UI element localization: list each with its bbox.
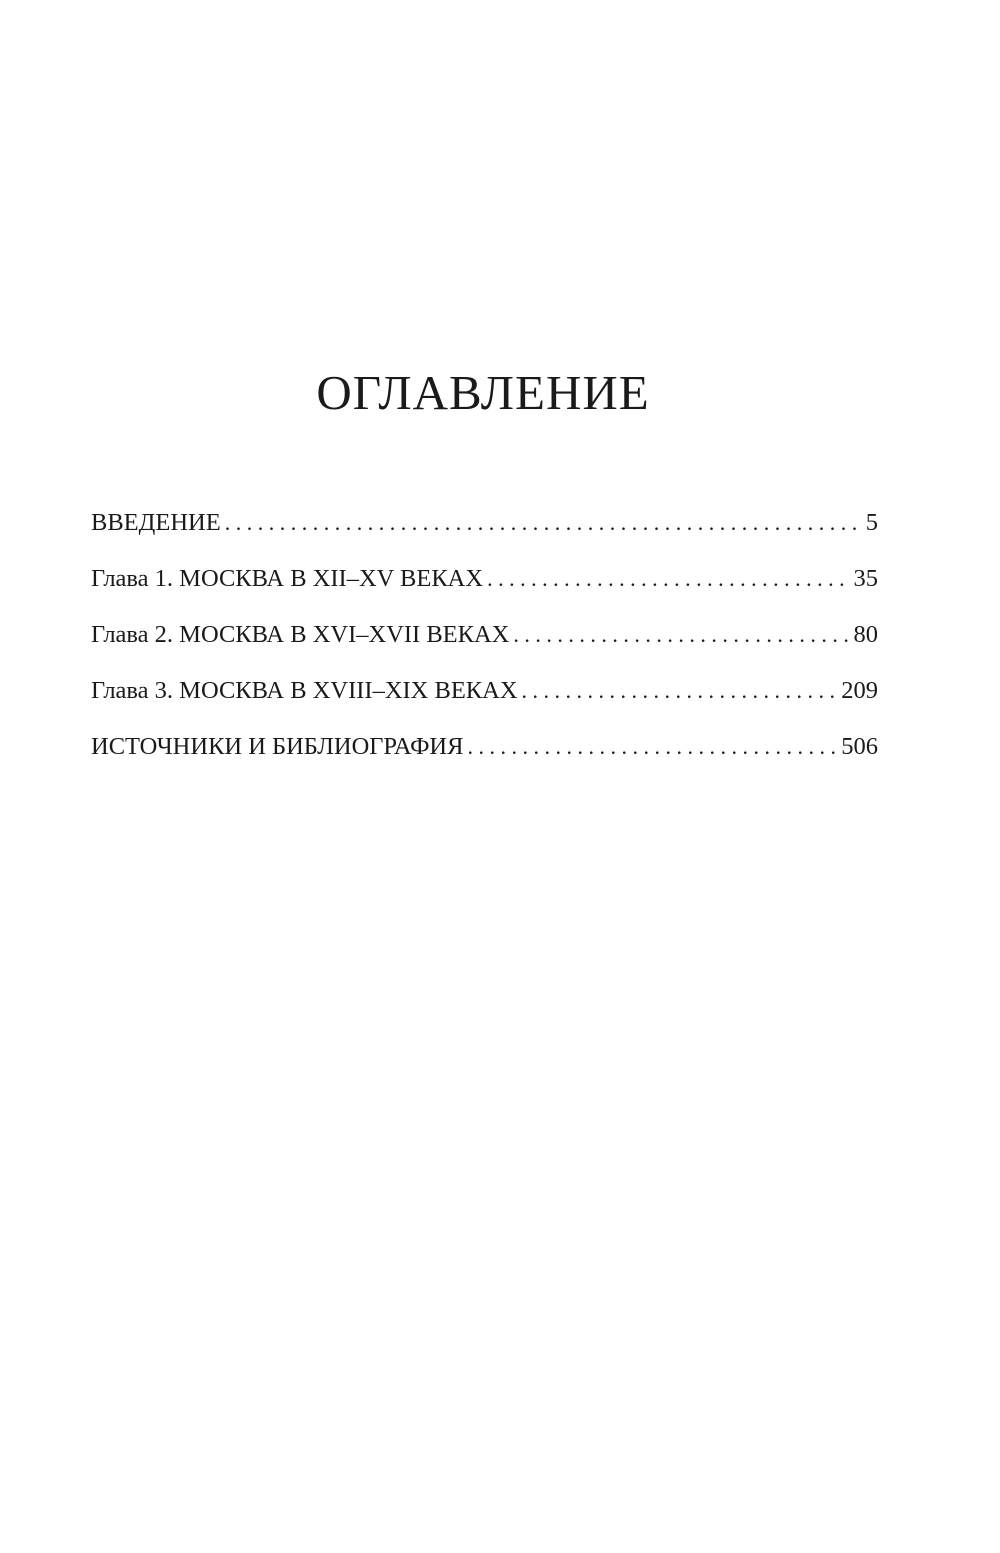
dot-leader xyxy=(225,507,860,539)
toc-entry-label: ИСТОЧНИКИ И БИБЛИОГРАФИЯ xyxy=(91,733,464,760)
toc-entry-page-number: 35 xyxy=(853,565,878,592)
toc-entry-label: Глава 2. МОСКВА В XVI–XVII ВЕКАХ xyxy=(91,621,510,648)
toc-entry-page-number: 5 xyxy=(865,509,878,536)
dot-leader xyxy=(522,675,836,707)
dot-leader xyxy=(513,619,847,651)
toc-entry-sources-bibliography xyxy=(91,731,878,787)
toc-entry-chapter-2 xyxy=(91,619,878,675)
toc-entry-page-number: 80 xyxy=(853,621,878,648)
toc-entry-introduction xyxy=(91,507,878,563)
dot-leader xyxy=(487,563,847,595)
toc-entry-page-number: 209 xyxy=(841,677,878,704)
toc-entry-chapter-1 xyxy=(91,563,878,619)
toc-entry-label: Глава 3. МОСКВА В XVIII–XIX ВЕКАХ xyxy=(91,677,518,704)
page-title: ОГЛАВЛЕНИЕ xyxy=(316,365,650,420)
dot-leader xyxy=(467,731,835,763)
toc-entry-label: Глава 1. МОСКВА В XII–XV ВЕКАХ xyxy=(91,565,484,592)
toc-entry-page-number: 506 xyxy=(841,733,878,760)
table-of-contents xyxy=(91,507,878,787)
toc-entry-label: ВВЕДЕНИЕ xyxy=(91,509,221,536)
toc-entry-chapter-3 xyxy=(91,675,878,731)
